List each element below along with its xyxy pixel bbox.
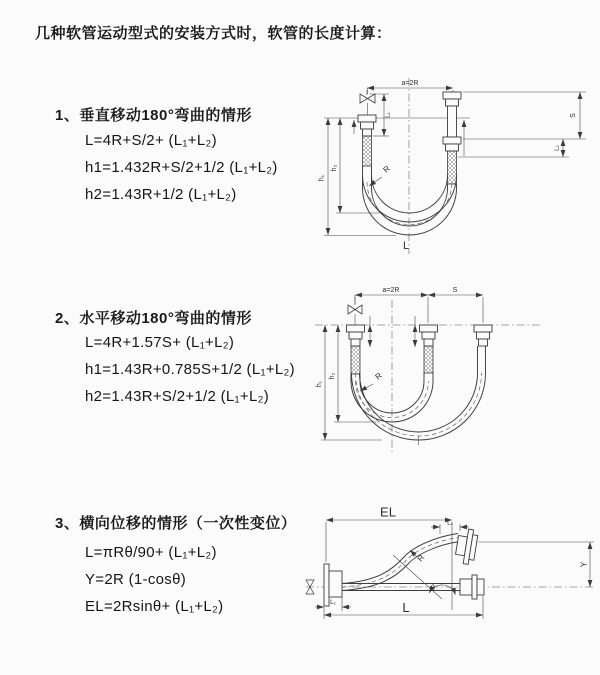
formula-line: L=4R+S/2+ (L₁+L₂) <box>85 132 217 149</box>
dimension-h1 <box>319 118 397 236</box>
dimension-a2r <box>355 287 428 323</box>
diagram-lateral-displacement <box>300 498 600 648</box>
dimension-s <box>428 287 483 323</box>
svg-text:L₂: L₂ <box>554 145 561 151</box>
formula-line: h2=1.43R+1/2 (L₁+L₂) <box>85 186 237 203</box>
hose-arcs <box>351 346 486 445</box>
hose-hatched-section <box>351 346 360 374</box>
svg-text:h₂: h₂ <box>329 372 336 380</box>
dimension-l1-bottom <box>315 597 351 611</box>
dimension-l1-top <box>431 520 469 535</box>
diagram-vertical-180-bend <box>310 72 600 257</box>
hose-hatched-section <box>363 136 372 166</box>
flange-fitting-left <box>347 325 365 374</box>
svg-text:h₁: h₁ <box>318 174 326 182</box>
svg-text:R: R <box>381 163 392 175</box>
hose-hatched-section <box>424 346 433 373</box>
svg-text:Y: Y <box>579 561 589 568</box>
svg-text:h₁: h₁ <box>316 380 323 388</box>
hose-arcs <box>363 163 457 235</box>
dimension-h1 <box>316 325 382 440</box>
formula-line: h2=1.43R+S/2+1/2 (L₁+L₂) <box>85 388 270 405</box>
dimension-h2 <box>331 118 382 213</box>
page-title: 几种软管运动型式的安装方式时，软管的长度计算： <box>35 25 392 42</box>
svg-text:h₂: h₂ <box>331 164 338 172</box>
section-1-heading: 1、垂直移动180°弯曲的情形 <box>55 107 252 124</box>
valve-icon <box>360 88 375 115</box>
dimension-l2 <box>555 139 564 157</box>
radius-label <box>360 371 384 391</box>
svg-text:L₁: L₁ <box>330 599 336 606</box>
radius-label <box>410 550 426 563</box>
dimension-a2r <box>367 80 453 95</box>
fitting-length-dimension <box>370 316 415 347</box>
hose-hatched-section <box>448 151 457 184</box>
flange-fitting-right <box>474 325 492 346</box>
formula-line: h1=1.432R+S/2+1/2 (L₁+L₂) <box>85 159 278 176</box>
valve-icon <box>348 295 362 325</box>
svg-text:R: R <box>415 553 427 564</box>
svg-text:EL: EL <box>380 504 396 520</box>
diagram-horizontal-180-bend <box>310 278 600 458</box>
svg-text:a=2R: a=2R <box>382 287 400 294</box>
section-2-heading: 2、水平移动180°弯曲的情形 <box>55 310 252 327</box>
flange-fitting-left <box>358 115 376 166</box>
formula-line: L=πRθ/90+ (L₁+L₂) <box>85 544 217 561</box>
flange-fitting-right <box>443 92 461 184</box>
section-3-heading: 3、横向位移的情形（一次性变位） <box>55 515 297 532</box>
dimension-y <box>478 542 594 587</box>
svg-text:L₁: L₁ <box>447 519 453 527</box>
svg-text:R: R <box>373 370 384 382</box>
formula-line: L=4R+1.57S+ (L₁+L₂) <box>85 334 235 351</box>
svg-text:S: S <box>452 287 458 294</box>
flange-fitting-middle <box>420 325 438 373</box>
length-label: L <box>402 240 410 252</box>
svg-text:a=2R: a=2R <box>401 80 419 87</box>
formula-line: h1=1.43R+0.785S+1/2 (L₁+L₂) <box>85 361 295 378</box>
formula-line: Y=2R (1-cosθ) <box>85 571 187 588</box>
dimension-s <box>458 92 586 157</box>
dimension-l <box>324 596 483 619</box>
svg-text:L: L <box>402 600 410 615</box>
angle-theta <box>393 555 455 599</box>
svg-text:L₁: L₁ <box>385 112 392 118</box>
flange-fitting-right <box>460 575 484 599</box>
dimension-el <box>326 505 452 611</box>
svg-text:S: S <box>570 113 577 118</box>
svg-text:θ: θ <box>430 583 436 592</box>
formula-line: EL=2Rsinθ+ (L₁+L₂) <box>85 598 224 615</box>
